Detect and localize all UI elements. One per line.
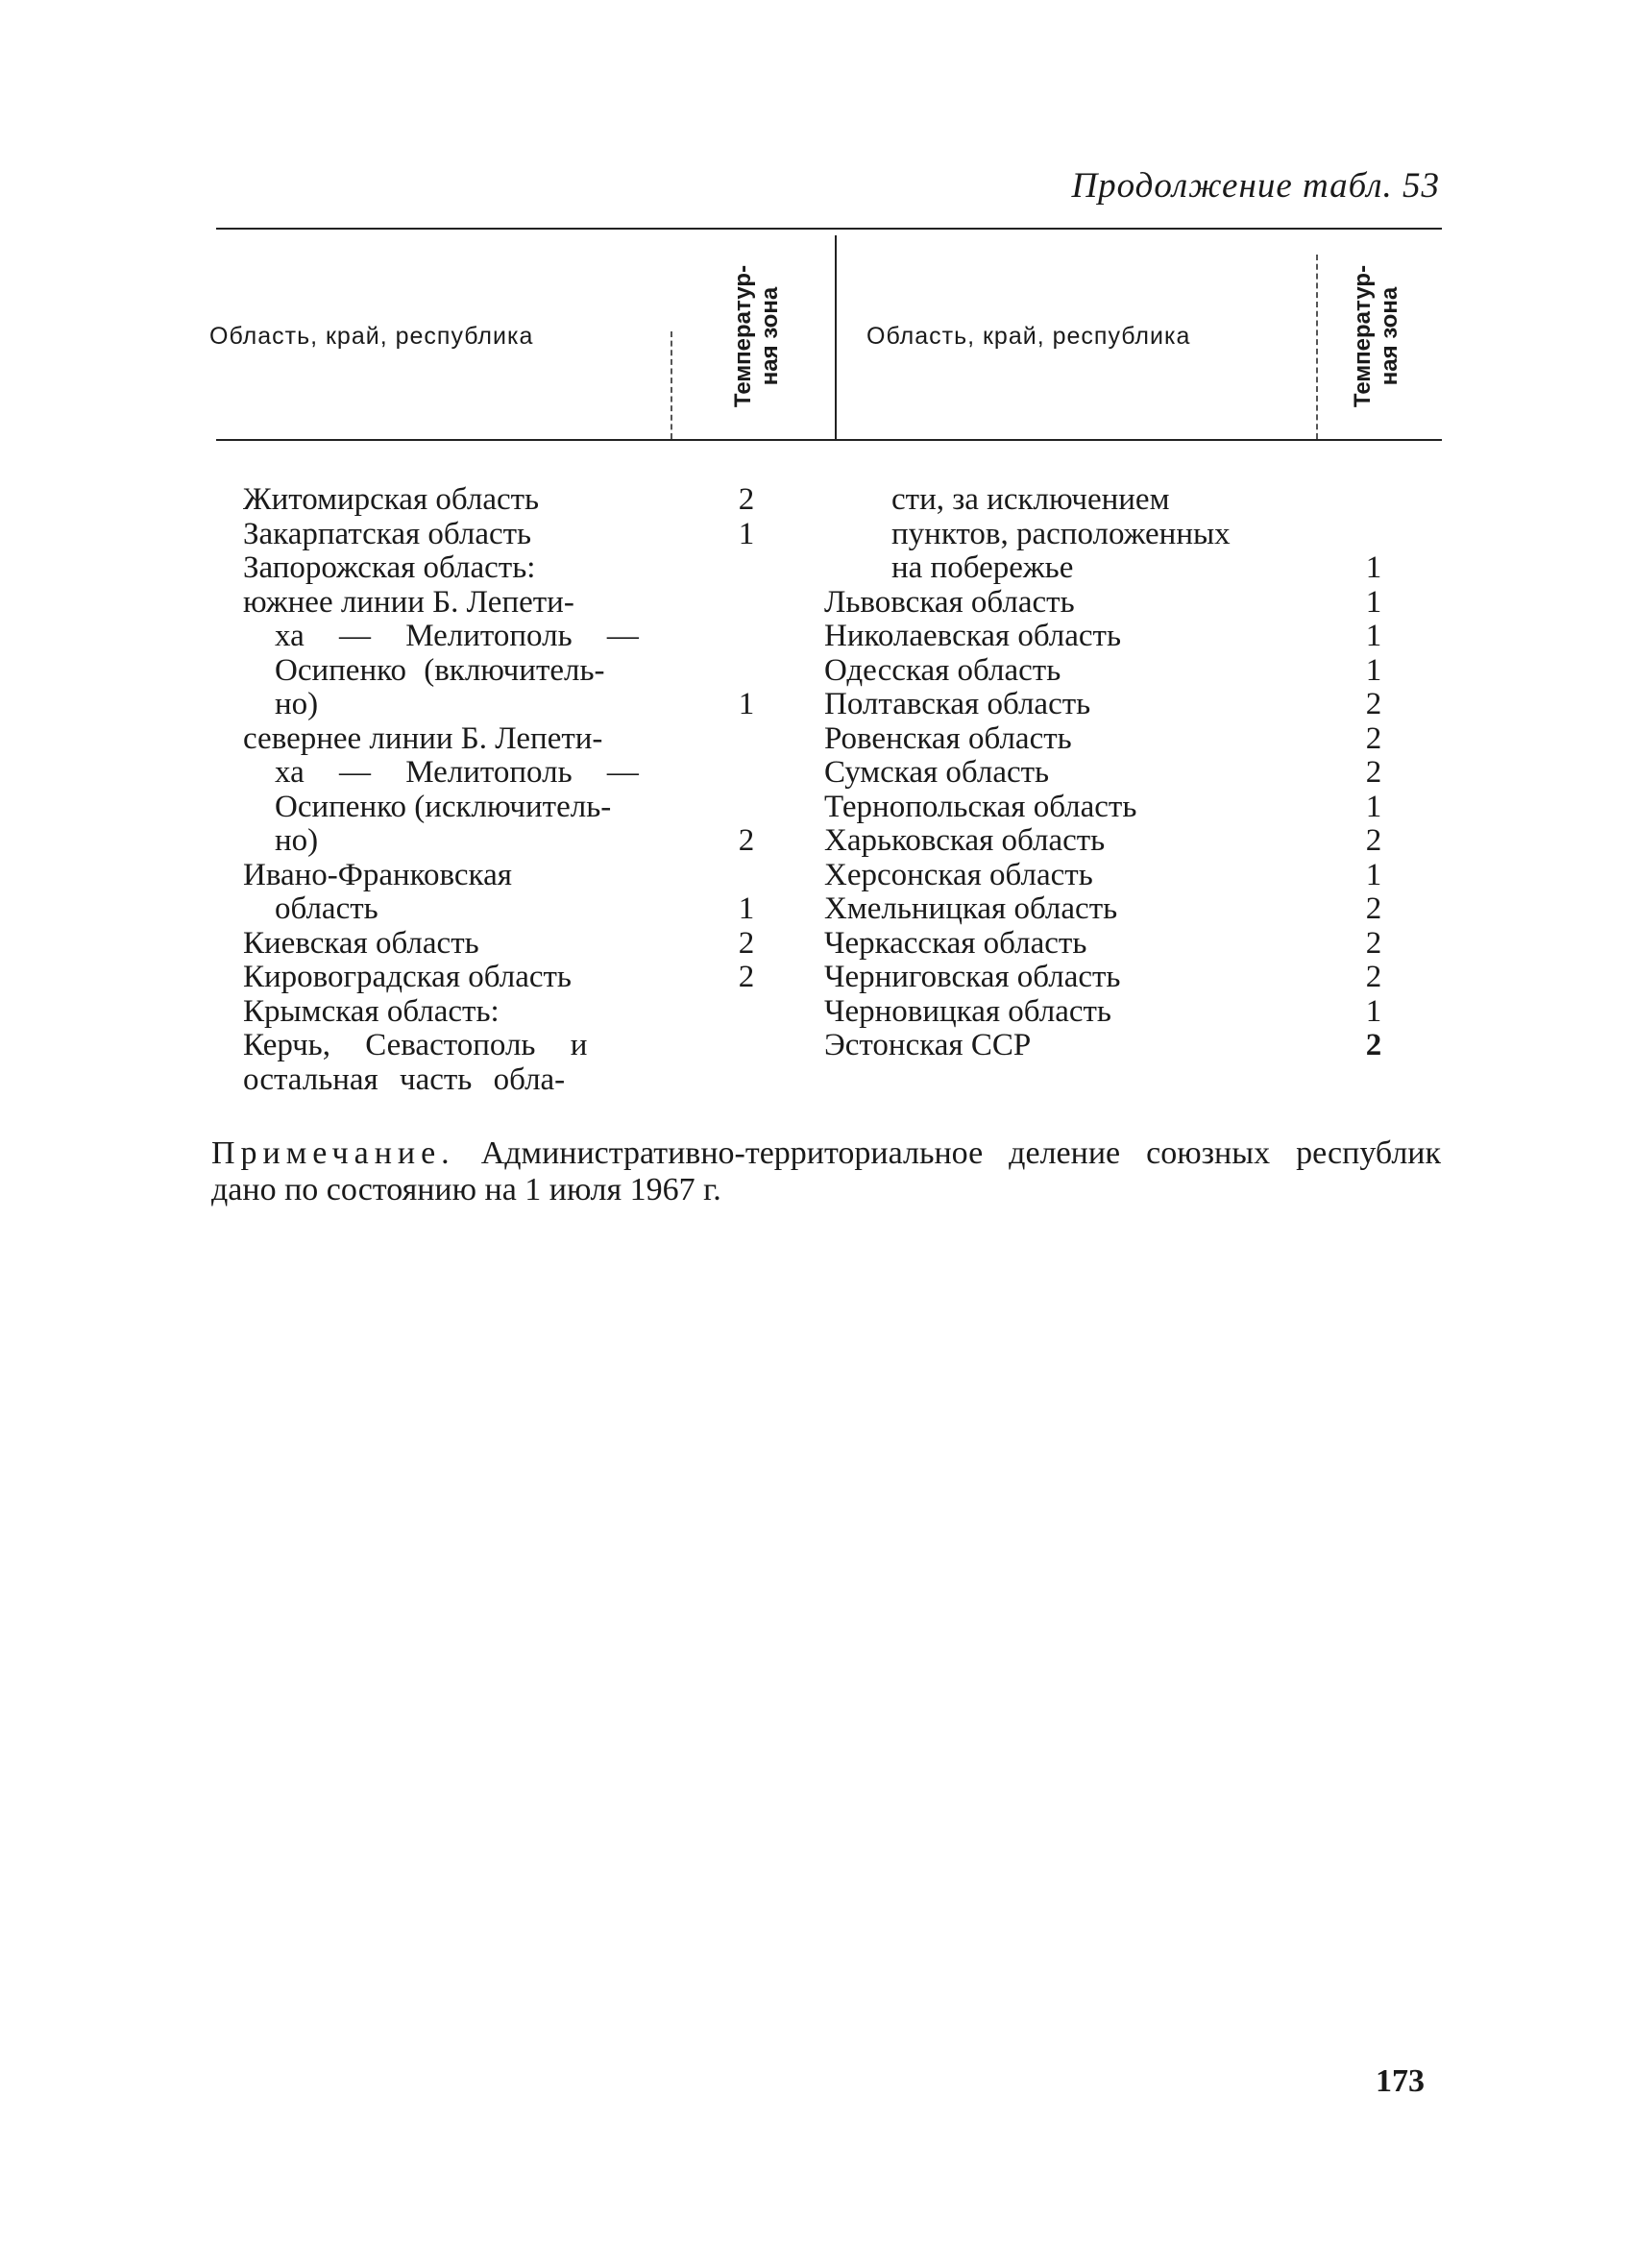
table-row: Львовская область 1	[824, 584, 1382, 620]
table-row: Керчь, Севастополь и	[243, 1028, 588, 1062]
table-row: но) 1	[275, 687, 755, 721]
table-row: южнее линии Б. Лепети-	[243, 584, 574, 620]
page-number: 173	[1376, 2063, 1425, 2099]
table-row: Киевская область 2	[243, 925, 755, 961]
table-row: Херсонская область 1	[824, 857, 1382, 892]
header-top-rule	[216, 228, 1442, 230]
table-row: Осипенко (исключитель-	[275, 789, 612, 824]
table-row: Николаевская область 1	[824, 619, 1382, 653]
table-row: Харьковская область 2	[824, 823, 1382, 858]
table-row: Закарпатская область 1	[243, 516, 755, 551]
table-row: область 1	[275, 891, 755, 926]
table-row: Полтавская область 2	[824, 687, 1382, 721]
table-row: Черкасская область 2	[824, 925, 1382, 961]
table-row: на побережье 1	[891, 550, 1382, 585]
table-row: Житомирская область 2	[243, 482, 755, 517]
table-row: Эстонская ССР 2	[824, 1028, 1382, 1062]
table-row: Кировоградская область 2	[243, 960, 755, 994]
table-row: Ивано-Франковская	[243, 857, 512, 892]
note-label: Примечание.	[211, 1135, 455, 1171]
table-row: остальная часть обла-	[243, 1061, 566, 1097]
right-column	[824, 483, 1420, 1063]
table-row: но) 2	[275, 823, 755, 858]
left-column	[243, 483, 781, 1097]
right-zone-header: Температур- ная зона	[1350, 264, 1402, 408]
table-row: Тернопольская область 1	[824, 789, 1382, 824]
left-zone-header: Температур- ная зона	[730, 264, 783, 408]
left-region-header: Область, край, республика	[209, 323, 534, 350]
table-row: Черновицкая область 1	[824, 993, 1382, 1029]
table-caption: Продолжение табл. 53	[1071, 166, 1440, 206]
table-row: пунктов, расположенных	[891, 516, 1231, 551]
left-zone-divider	[671, 331, 672, 439]
table-row: Хмельницкая область 2	[824, 891, 1382, 926]
table-row: Черниговская область 2	[824, 960, 1382, 994]
table-row: Осипенко (включитель-	[275, 652, 605, 688]
right-zone-divider	[1316, 255, 1318, 439]
note-text: Административно-территориальное деление союзных республик дано по состоянию на 1 июля 1967 г.	[211, 1135, 1441, 1207]
table-row: севернее линии Б. Лепети-	[243, 720, 603, 756]
table-row: ха — Мелитополь —	[275, 755, 639, 790]
table-row: Сумская область 2	[824, 755, 1382, 790]
table-row: Запорожская область:	[243, 550, 536, 585]
header-bottom-rule	[216, 439, 1442, 441]
table-note	[211, 1135, 1441, 1208]
table-row: Одесская область 1	[824, 652, 1382, 688]
right-region-header: Область, край, республика	[866, 323, 1191, 350]
table-row: Ровенская область 2	[824, 720, 1382, 756]
table-row: Крымская область:	[243, 993, 500, 1029]
center-divider	[835, 235, 837, 439]
table-row: сти, за исключением	[891, 482, 1170, 517]
table-row: ха — Мелитополь —	[275, 619, 639, 653]
